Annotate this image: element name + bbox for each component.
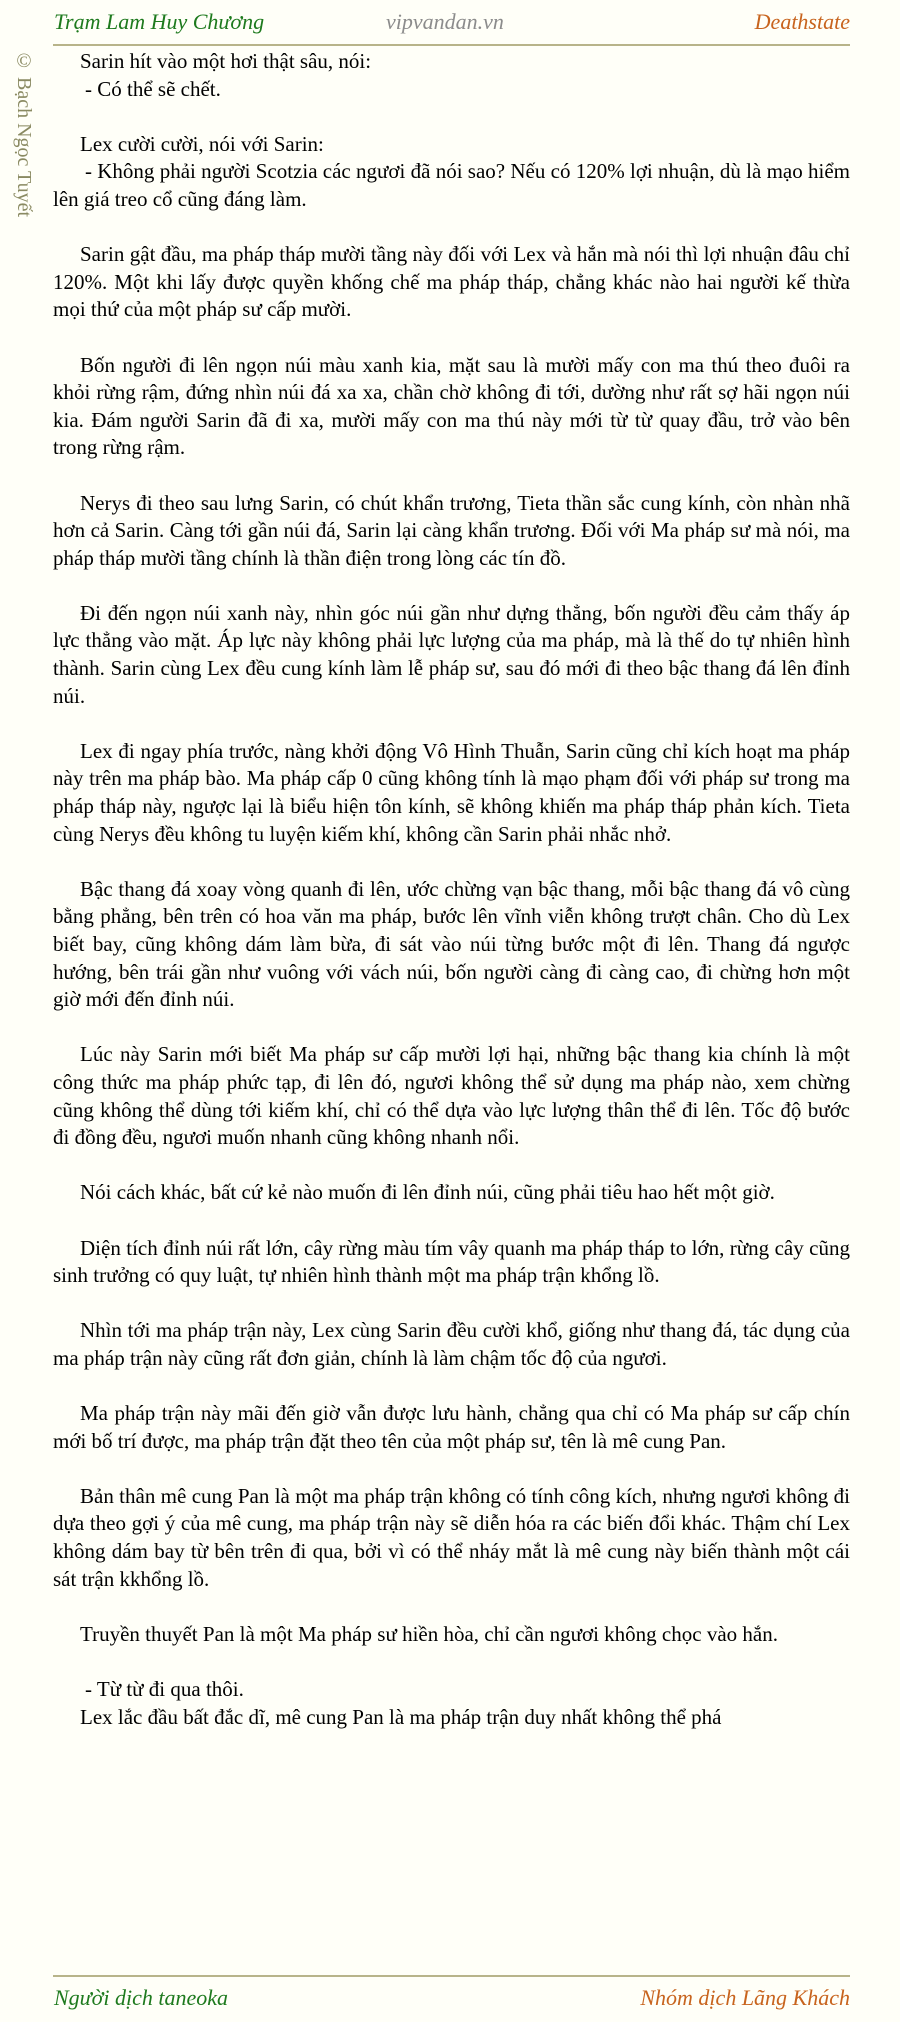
paragraph: Diện tích đỉnh núi rất lớn, cây rừng màu tím vây quanh ma pháp tháp to lớn, rừng cây cũng sinh trưởng có quy luật, tự nhiên hình thành một ma pháp trận khổng lồ. [53,1235,850,1288]
paragraph: Nhìn tới ma pháp trận này, Lex cùng Sarin đều cười khổ, giống như thang đá, tác dụng của ma pháp trận này cũng rất đơn giản, chính là làm chậm tốc độ của ngươi. [53,1318,850,1370]
paragraph: - Không phải người Scotzia các ngươi đã nói sao? Nếu có 120% lợi nhuận, dù là mạo hiểm lên giá treo cổ cũng đáng làm. [53,159,850,211]
paragraph: Ma pháp trận này mãi đến giờ vẫn được lưu hành, chẳng qua chỉ có Ma pháp sư cấp chín mới bố trí được, ma pháp trận đặt theo tên của một pháp sư, tên là mê cung Pan. [53,1401,850,1453]
site-name: Trạm Lam Huy Chương [54,9,265,34]
paragraph: Lúc này Sarin mới biết Ma pháp sư cấp mười lợi hại, những bậc thang kia chính là một công thức ma pháp phức tạp, đi lên đó, ngươi không thể sử dụng ma pháp nào, xem chừng cũng không thể dùng tới kiếm khí, chỉ có thể dựa vào lực lượng thân thể đi lên. Tốc độ bước đi đồng đều, ngươi muốn nhanh cũng không nhanh nổi. [53,1042,850,1150]
paragraph: - Từ từ đi qua thôi. [85,1677,244,1702]
group-credit: Nhóm dịch Lãng Khách [640,1985,850,2010]
page-footer [53,1975,850,2022]
paragraph: Lex lắc đầu bất đắc dĩ, mê cung Pan là ma pháp trận duy nhất không thể phá [80,1704,722,1729]
paragraph: Nerys đi theo sau lưng Sarin, có chút khẩn trương, Tieta thần sắc cung kính, còn nhàn nhã hơn cả Sarin. Càng tới gần núi đá, Sarin lại càng khẩn trương. Đối với Ma pháp sư mà nói, ma pháp tháp mười tầng chính là thần điện trong lòng các tín đồ. [53,490,850,570]
paragraph: Bậc thang đá xoay vòng quanh đi lên, ước chừng vạn bậc thang, mỗi bậc thang đá vô cùng bằng phẳng, bên trên có hoa văn ma pháp, bước lên vĩnh viễn không trượt chân. Cho dù Lex biết bay, cũng không dám làm bừa, đi sát vào núi từng bước một đi lên. Thang đá ngược hướng, bên trái gần như vuông với vách núi, bốn người càng đi càng cao, đi chừng hơn một giờ mới đến đỉnh núi. [53,876,850,1012]
paragraph: Đi đến ngọn núi xanh này, nhìn góc núi gần như dựng thẳng, bốn người đều cảm thấy áp lực thẳng vào mặt. Áp lực này không phải lực lượng của ma pháp, mà là thế do tự nhiên hình thành. Sarin cùng Lex đều cung kính làm lễ pháp sư, sau đó mới đi theo bậc thang đá lên đỉnh núi. [53,600,850,708]
paragraph: Sarin gật đầu, ma pháp tháp mười tầng này đối với Lex và hắn mà nói thì lợi nhuận đâu chỉ 120%. Một khi lấy được quyền khống chế ma pháp tháp, chẳng khác nào hai người kế thừa mọi thứ của một pháp sư cấp mười. [53,242,850,322]
book-title: Deathstate [754,9,850,34]
site-url: vipvandan.vn [386,9,504,34]
paragraph: Bản thân mê cung Pan là một ma pháp trận không có tính công kích, nhưng ngươi không đi dựa theo gợi ý của mê cung, ma pháp trận này sẽ diễn hóa ra các biến đổi khác. Thậm chí Lex không dám bay từ bên trên đi qua, bởi vì có thể nháy mắt là mê cung này biến thành một cái sát trận kkhổng lồ. [53,1483,850,1591]
copyright-watermark: © Bạch Ngọc Tuyết [13,50,35,217]
paragraph: Nói cách khác, bất cứ kẻ nào muốn đi lên đỉnh núi, cũng phải tiêu hao hết một giờ. [80,1180,775,1205]
paragraph: Bốn người đi lên ngọn núi màu xanh kia, mặt sau là mười mấy con ma thú theo đuôi ra khỏi rừng rậm, đứng nhìn núi đá xa xa, chần chờ không đi tới, dường như rất sợ hãi ngọn núi kia. Đám người Sarin đã đi xa, mười mấy con ma thú này mới từ từ quay đầu, trở vào bên trong rừng rậm. [53,352,850,460]
paragraph: Lex cười cười, nói với Sarin: [80,131,324,156]
paragraph: Lex đi ngay phía trước, nàng khởi động Vô Hình Thuẫn, Sarin cũng chỉ kích hoạt ma pháp này trên ma pháp bào. Ma pháp cấp 0 cũng không tính là mạo phạm đối với pháp sư trong ma pháp tháp này, ngược lại là biểu hiện tôn kính, sẽ không khiến ma pháp tháp phản kích. Tieta cùng Nerys đều không tu luyện kiếm khí, không cần Sarin phải nhắc nhở. [53,738,850,846]
translator-credit: Người dịch taneoka [54,1985,229,2010]
paragraph: - Có thể sẽ chết. [85,76,221,101]
paragraph: Truyền thuyết Pan là một Ma pháp sư hiền hòa, chỉ cần ngươi không chọc vào hắn. [80,1621,778,1646]
page-header [53,0,850,46]
chapter-text [53,48,850,1731]
paragraph: Sarin hít vào một hơi thật sâu, nói: [80,49,372,73]
